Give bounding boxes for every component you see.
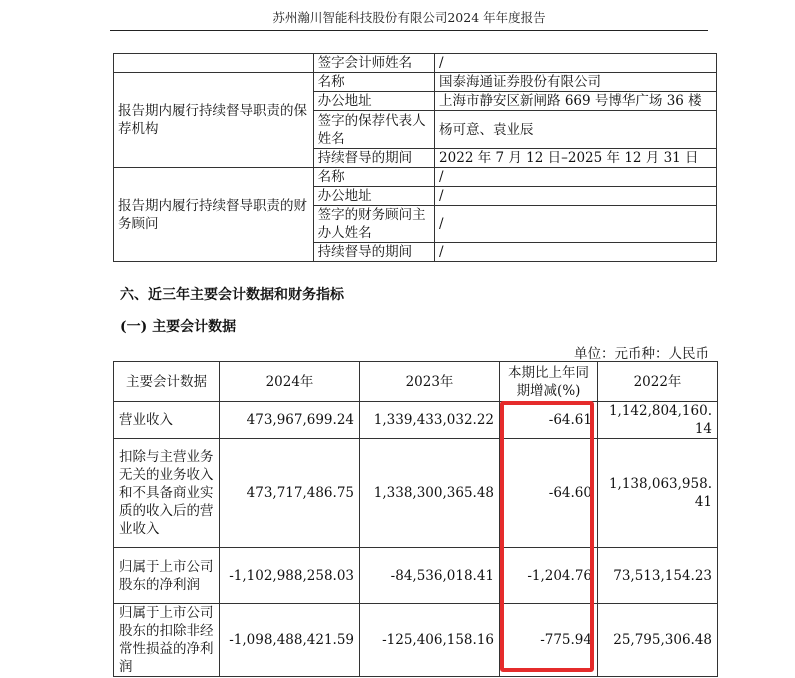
value-2024: -1,102,988,258.03	[220, 548, 360, 604]
row-label: 持续督导的期间	[313, 149, 434, 168]
row-value: 上海市静安区新闸路 669 号博华广场 36 楼	[435, 92, 717, 111]
column-header: 本期比上年同期增减(%)	[500, 362, 598, 402]
value-2023: 1,339,433,032.22	[360, 402, 500, 439]
row-value: 2022 年 7 月 12 日–2025 年 12 月 31 日	[435, 149, 717, 168]
item-label: 扣除与主营业务无关的业务收入和不具备商业实质的收入后的营业收入	[114, 439, 220, 548]
row-value: /	[435, 54, 717, 73]
column-header: 2023年	[360, 362, 500, 402]
value-change: -64.61	[500, 402, 598, 439]
row-value: /	[435, 187, 717, 206]
value-2023: 1,338,300,365.48	[360, 439, 500, 548]
row-value: 杨可意、袁业辰	[435, 111, 717, 149]
table-row	[114, 548, 718, 604]
value-2024: -1,098,488,421.59	[220, 604, 360, 677]
table-cell-empty	[114, 54, 314, 73]
subsection-heading: (一) 主要会计数据	[120, 319, 237, 335]
column-header: 2022年	[598, 362, 718, 402]
row-label: 签字的保荐代表人姓名	[313, 111, 434, 149]
row-label: 名称	[313, 168, 434, 187]
advisor-group-label: 报告期内履行持续督导职责的财务顾问	[114, 168, 314, 262]
report-header: 苏州瀚川智能科技股份有限公司2024 年年度报告	[110, 8, 708, 31]
row-label: 办公地址	[313, 92, 434, 111]
financial-data-table	[113, 361, 718, 677]
column-header: 2024年	[220, 362, 360, 402]
intermediary-info-table	[113, 53, 717, 262]
row-value: /	[435, 206, 717, 243]
row-value: 国泰海通证券股份有限公司	[435, 73, 717, 92]
value-2023: -125,406,158.16	[360, 604, 500, 677]
value-2022: 25,795,306.48	[598, 604, 718, 677]
table-row	[114, 439, 718, 548]
value-change: -775.94	[500, 604, 598, 677]
value-2022: 73,513,154.23	[598, 548, 718, 604]
sponsor-group-label: 报告期内履行持续督导职责的保荐机构	[114, 73, 314, 168]
value-2023: -84,536,018.41	[360, 548, 500, 604]
table-row	[114, 604, 718, 677]
value-change: -1,204.76	[500, 548, 598, 604]
value-2022: 1,138,063,958.41	[598, 439, 718, 548]
value-change: -64.60	[500, 439, 598, 548]
table-row	[114, 402, 718, 439]
highlight-box	[500, 401, 594, 672]
row-label: 签字的财务顾问主办人姓名	[313, 206, 434, 243]
item-label: 归属于上市公司股东的净利润	[114, 548, 220, 604]
table-row	[114, 54, 717, 73]
item-label: 归属于上市公司股东的扣除非经常性损益的净利润	[114, 604, 220, 677]
row-value: /	[435, 168, 717, 187]
column-header: 主要会计数据	[114, 362, 220, 402]
value-2024: 473,717,486.75	[220, 439, 360, 548]
table-row	[114, 73, 717, 92]
table-row	[114, 168, 717, 187]
row-label: 签字会计师姓名	[313, 54, 434, 73]
row-value: /	[435, 243, 717, 262]
section-heading: 六、近三年主要会计数据和财务指标	[120, 287, 344, 303]
value-2024: 473,967,699.24	[220, 402, 360, 439]
table-header-row	[114, 362, 718, 402]
row-label: 名称	[313, 73, 434, 92]
row-label: 持续督导的期间	[313, 243, 434, 262]
item-label: 营业收入	[114, 402, 220, 439]
unit-note: 单位：元币种：人民币	[574, 346, 709, 362]
row-label: 办公地址	[313, 187, 434, 206]
value-2022: 1,142,804,160.14	[598, 402, 718, 439]
